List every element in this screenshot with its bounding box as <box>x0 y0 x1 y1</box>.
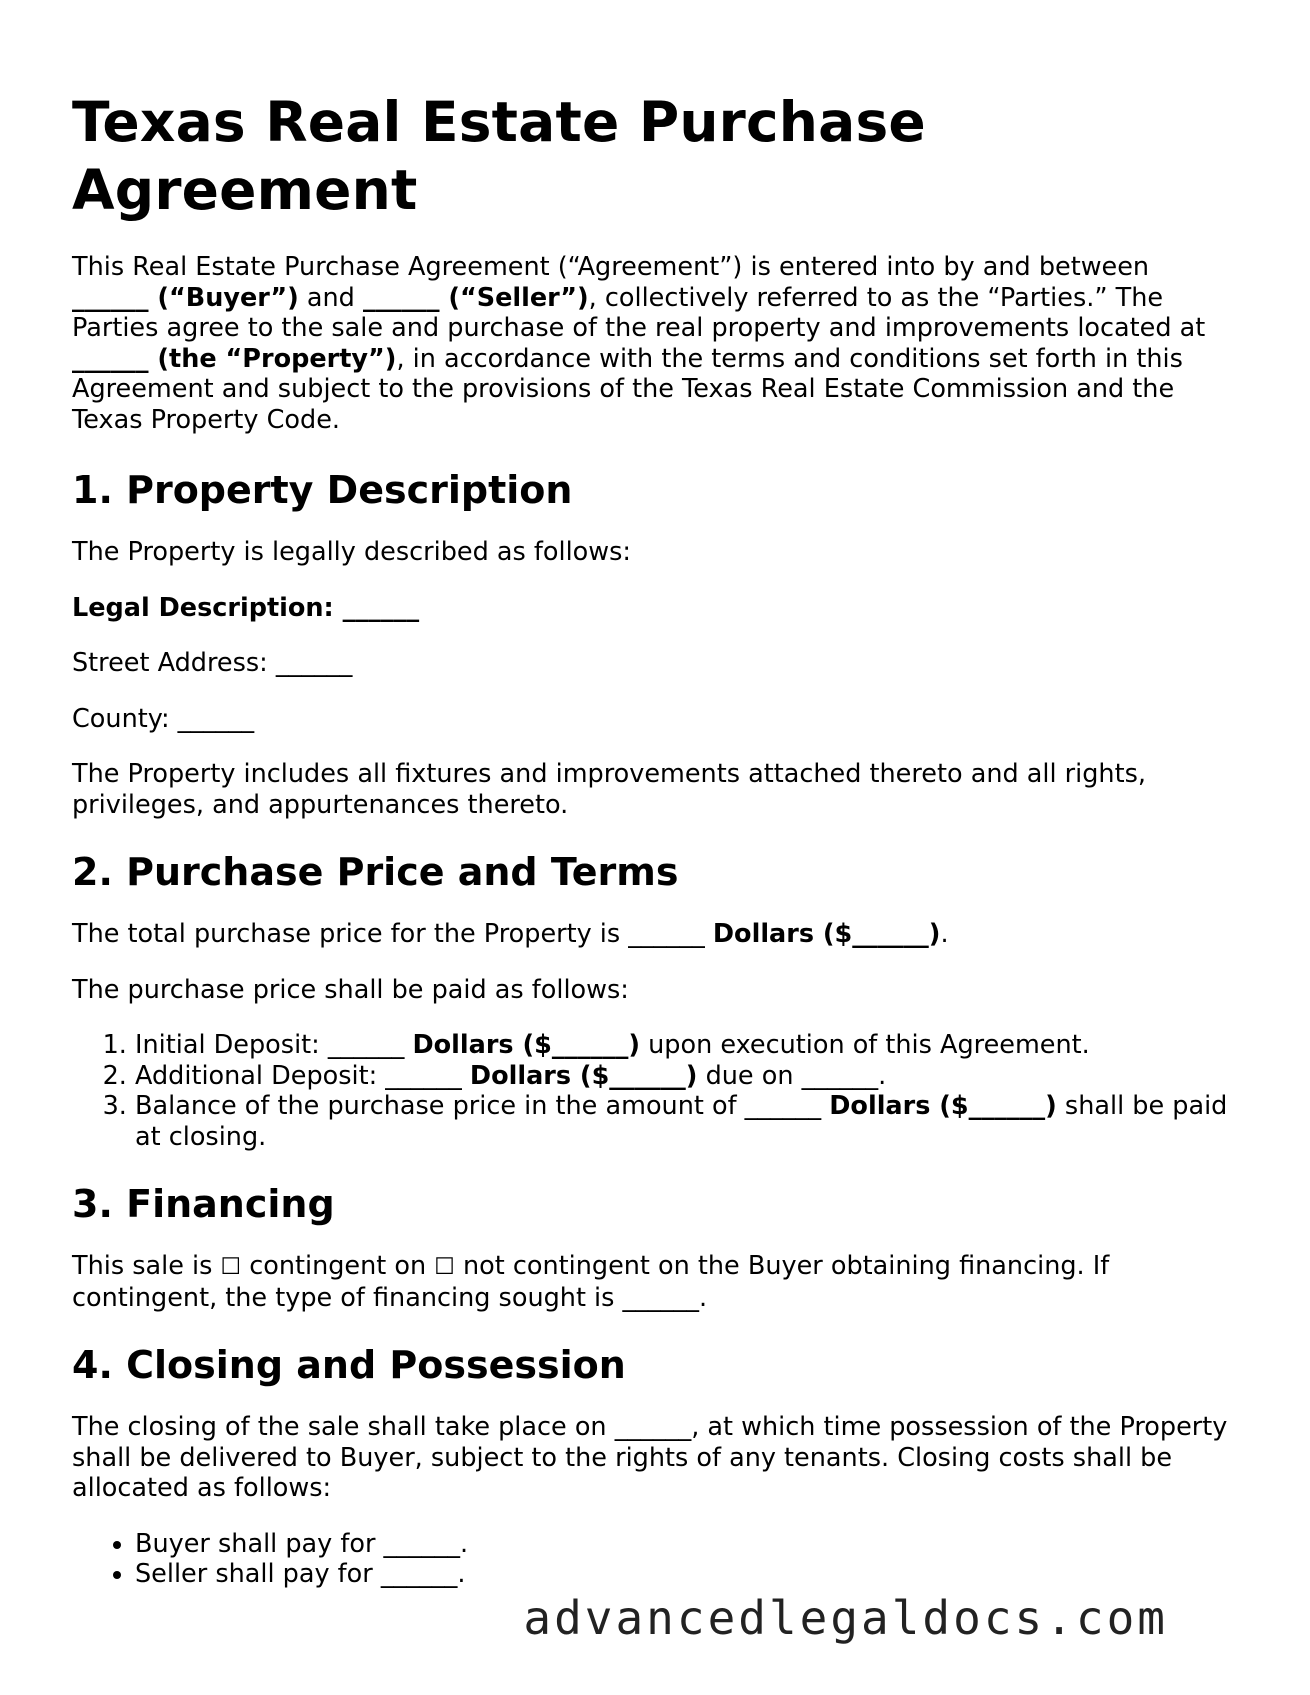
property-includes: The Property includes all fixtures and improvements attached thereto and all rights, privileges, and appurtenances thereto. <box>72 759 1146 820</box>
property-label: (the “Property”) <box>148 343 397 374</box>
list-item <box>135 1061 1238 1092</box>
payment-list <box>72 1030 1238 1152</box>
legal-description-text: Legal Description: ______ <box>72 592 420 623</box>
street-address: Street Address: ______ <box>72 648 353 678</box>
financing-paragraph <box>72 1251 1238 1313</box>
item-text: shall be paid at closing. <box>135 1091 1228 1152</box>
contingent-checkbox[interactable]: ☐ <box>220 1254 242 1280</box>
item-text: Balance of the purchase price in the amount of ______ <box>135 1091 830 1121</box>
item-amount: Dollars ($______) <box>412 1030 641 1060</box>
buyer-blank: ______ <box>72 282 149 313</box>
item-text: Additional Deposit: ______ <box>135 1060 470 1091</box>
total-price-a: The total purchase price for the Property is ______ <box>72 919 713 949</box>
section-2-heading: 2. Purchase Price and Terms <box>72 850 679 894</box>
list-item: • Buyer shall pay for ______. <box>135 1529 1238 1560</box>
document-title: Texas Real Estate Purchase Agreement <box>72 90 926 222</box>
list-item <box>135 1030 1238 1061</box>
list-item: • Seller shall pay for ______. <box>135 1559 1238 1590</box>
closing-costs-list <box>72 1529 1238 1590</box>
total-price <box>72 919 1238 950</box>
total-price-c: . <box>940 919 949 949</box>
item-text: Initial Deposit: ______ <box>135 1030 413 1060</box>
list-item <box>135 1091 1238 1152</box>
intro-text-2: , collectively referred to as the “Parties.” The Parties agree to the sale and purchase of the real property and improvements located at <box>72 282 1206 343</box>
item-amount: Dollars ($______) <box>829 1091 1057 1121</box>
county: County: ______ <box>72 703 255 734</box>
property-blank: ______ <box>72 343 149 374</box>
intro-text-1: This Real Estate Purchase Agreement (“Agreement”) is entered into by and between <box>72 252 1150 282</box>
legal-description <box>72 593 1238 624</box>
intro-paragraph <box>72 252 1238 435</box>
item-text: due on ______. <box>697 1060 887 1091</box>
financing-text: This sale is <box>72 1251 221 1281</box>
item-amount: Dollars ($______) <box>469 1060 698 1091</box>
section-3-heading: 3. Financing <box>72 1182 335 1226</box>
not-contingent-checkbox[interactable]: ☐ <box>434 1254 455 1280</box>
paid-as-follows: The purchase price shall be paid as follows: <box>72 974 629 1005</box>
seller-blank: ______ <box>362 282 440 313</box>
total-price-b: Dollars ($______) <box>712 919 941 949</box>
financing-text: contingent on <box>241 1251 435 1281</box>
property-lead: The Property is legally described as follows: <box>72 537 631 567</box>
buyer-label: (“Buyer”) <box>148 282 299 313</box>
watermark: advancedlegaldocs.com <box>523 1591 1168 1645</box>
seller-label: (“Seller”) <box>439 282 589 313</box>
section-1-heading: 1. Property Description <box>72 468 573 512</box>
intro-and: and <box>298 282 363 313</box>
item-text: upon execution of this Agreement. <box>640 1030 1090 1060</box>
intro-text-3: , in accordance with the terms and conditions set forth in this Agreement and subject to the provisions of the Texas Real Estate Commission and the Texas Property Code. <box>72 343 1183 435</box>
section-4-heading: 4. Closing and Possession <box>72 1343 626 1387</box>
financing-text: not contingent on the Buyer obtaining financing. If contingent, the type of financing sought is ______. <box>72 1251 1110 1313</box>
closing-paragraph: The closing of the sale shall take place on ______, at which time possession of the Property shall be delivered to Buyer, subject to the rights of any tenants. Closing costs shall be allocated as follows: <box>72 1412 1228 1503</box>
